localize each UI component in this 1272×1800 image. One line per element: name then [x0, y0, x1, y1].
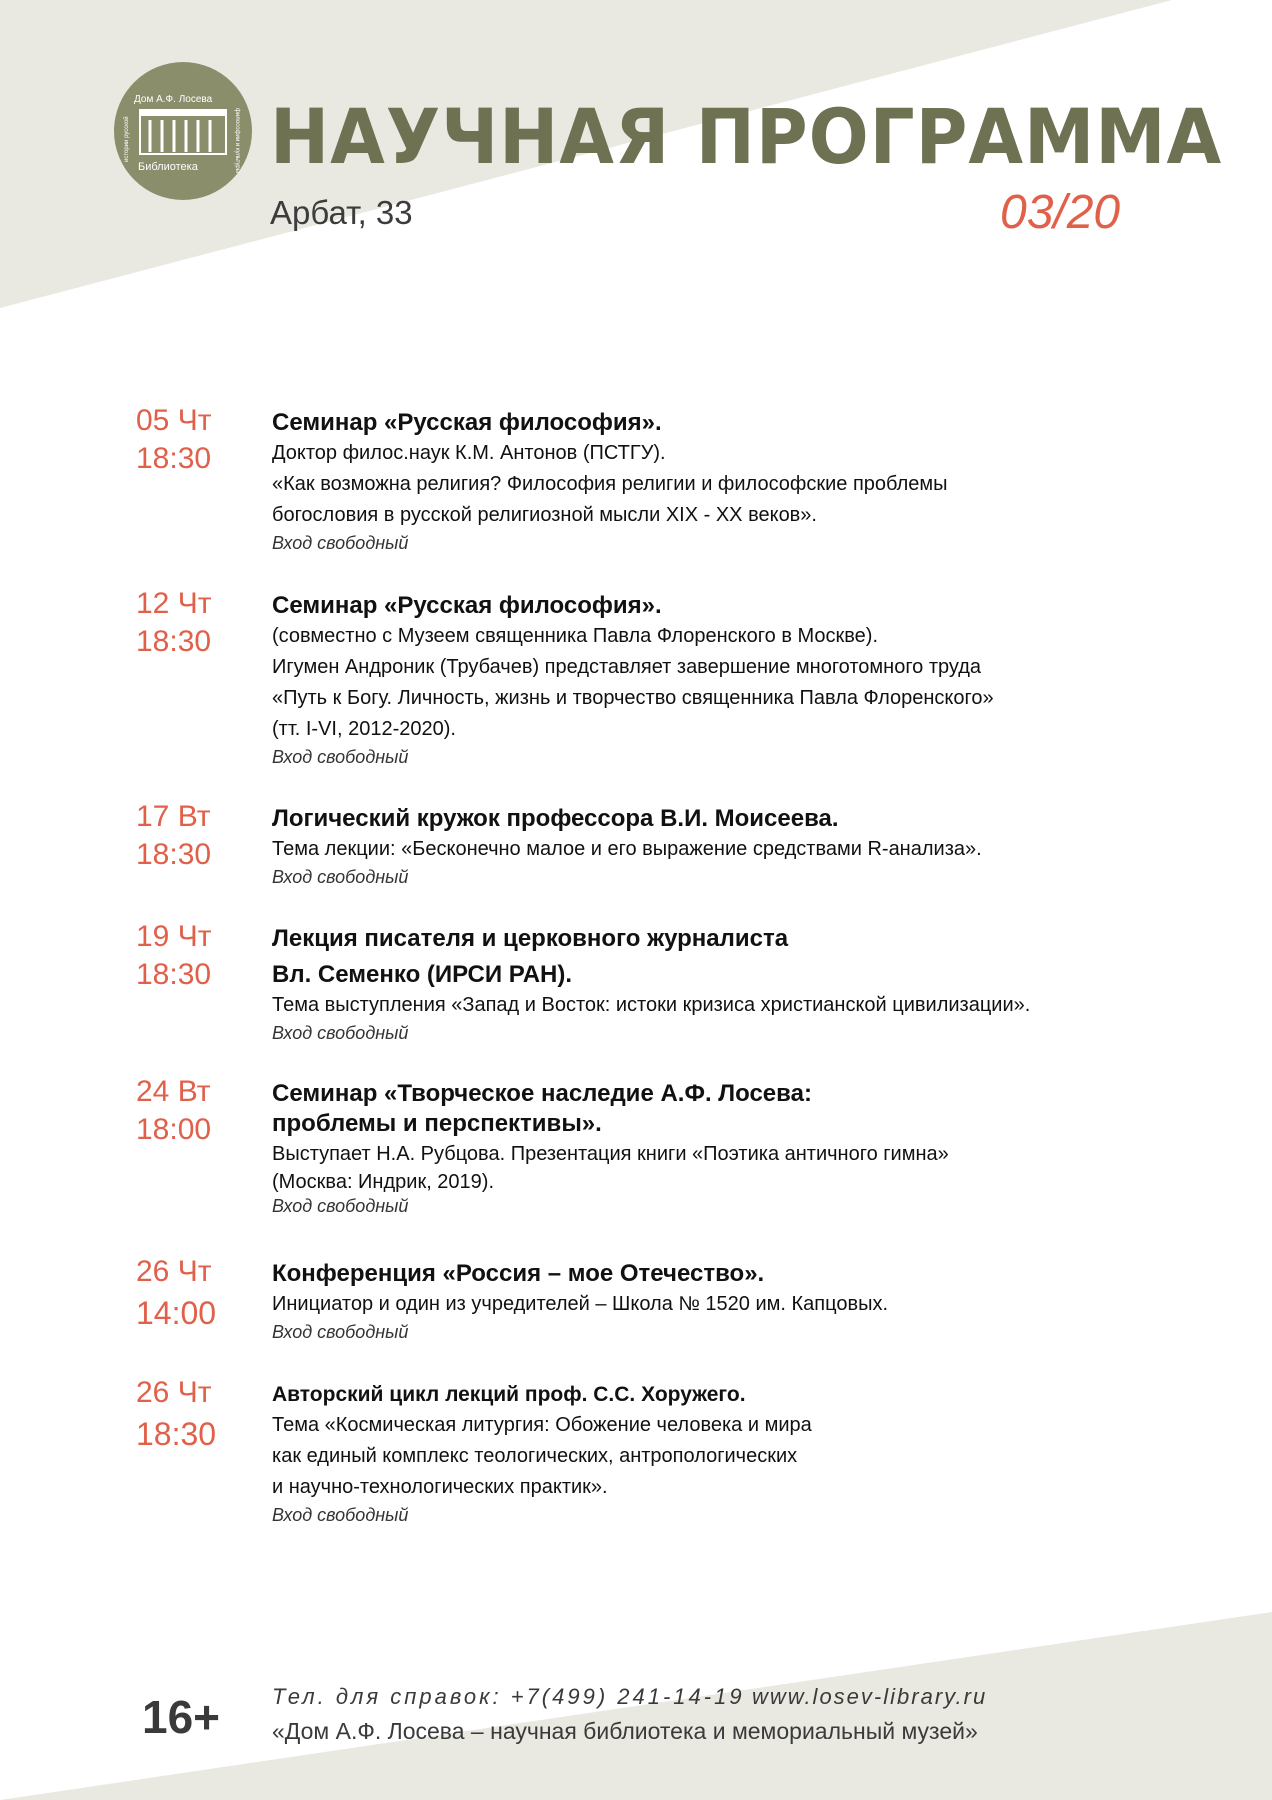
event-line: богословия в русской религиозной мысли XIX - XX веков». [272, 504, 817, 526]
event-time: 18:30 [136, 958, 212, 991]
event-title: Конференция «Россия – мое Отечество». [272, 1260, 765, 1287]
event-entry: Вход свободный [272, 1505, 409, 1525]
event-line: (Москва: Индрик, 2019). [272, 1171, 495, 1193]
event-time: 18:30 [136, 1416, 217, 1452]
event-entry: Вход свободный [272, 747, 409, 767]
event-entry: Вход свободный [272, 1196, 409, 1216]
address: Арбат, 33 [270, 194, 413, 231]
event-title: Семинар «Русская философия». [272, 409, 662, 436]
logo-text-bottom: Библиотека [138, 161, 198, 173]
event-time: 14:00 [136, 1295, 217, 1331]
event-entry: Вход свободный [272, 1322, 409, 1342]
event-line: Тема «Космическая литургия: Обожение человека и мира [272, 1414, 812, 1436]
event-line: «Путь к Богу. Личность, жизнь и творчество священника Павла Флоренского» [272, 687, 994, 709]
event-line: Выступает Н.А. Рубцова. Презентация книги «Поэтика античного гимна» [272, 1143, 949, 1165]
event-title: Логический кружок профессора В.И. Моисеева. [272, 805, 839, 832]
event-date: 05 Чт [136, 404, 212, 437]
event-title: Вл. Семенко (ИРСИ РАН). [272, 961, 573, 988]
event-time: 18:30 [136, 838, 212, 871]
page-title: НАУЧНАЯ ПРОГРАММА [270, 92, 1223, 181]
event-time: 18:30 [136, 442, 212, 475]
event-line: как единый комплекс теологических, антропологических [272, 1445, 798, 1467]
event-date: 24 Вт [136, 1075, 211, 1108]
event-title: Авторский цикл лекций проф. С.С. Хоружего. [272, 1383, 746, 1406]
event-time: 18:00 [136, 1113, 212, 1146]
event-title: Семинар «Русская философия». [272, 592, 662, 619]
event-line: (тт. I-VI, 2012-2020). [272, 718, 456, 740]
event-date: 17 Вт [136, 800, 211, 833]
event-line: Тема выступления «Запад и Восток: истоки кризиса христианской цивилизации». [272, 994, 1031, 1016]
event-entry: Вход свободный [272, 867, 409, 887]
library-logo [114, 62, 252, 200]
issue-number: 03/20 [1000, 186, 1121, 239]
event-date: 26 Чт [136, 1255, 212, 1288]
age-rating: 16+ [142, 1691, 221, 1743]
logo-text-top: Дом А.Ф. Лосева [134, 94, 213, 105]
logo-text-left: истории русской [124, 116, 130, 162]
event-time: 18:30 [136, 625, 212, 658]
event-title: проблемы и перспективы». [272, 1110, 602, 1137]
event-date: 26 Чт [136, 1376, 212, 1409]
footer-phone: Тел. для справок: +7(499) 241-14-19 [272, 1684, 745, 1709]
event-line: Инициатор и один из учредителей – Школа № 1520 им. Капцовых. [272, 1293, 889, 1315]
event-date: 12 Чт [136, 587, 212, 620]
event-line: Доктор филос.наук К.М. Антонов (ПСТГУ). [272, 442, 666, 464]
event-line: «Как возможна религия? Философия религии и философские проблемы [272, 473, 948, 495]
event-line: Игумен Андроник (Трубачев) представляет завершение многотомного труда [272, 656, 982, 678]
event-title: Семинар «Творческое наследие А.Ф. Лосева: [272, 1080, 812, 1107]
event-date: 19 Чт [136, 920, 212, 953]
logo-text-right: философии и культуры [234, 108, 240, 174]
event-line: и научно-технологических практик». [272, 1476, 608, 1498]
event-title: Лекция писателя и церковного журналиста [272, 925, 789, 952]
event-line: Тема лекции: «Бесконечно малое и его выражение средствами R-анализа». [272, 838, 982, 860]
event-entry: Вход свободный [272, 533, 409, 553]
event-entry: Вход свободный [272, 1023, 409, 1043]
footer-organization: «Дом А.Ф. Лосева – научная библиотека и мемориальный музей» [272, 1718, 978, 1744]
footer-website[interactable]: www.losev-library.ru [752, 1684, 988, 1709]
event-line: (совместно с Музеем священника Павла Флоренского в Москве). [272, 625, 878, 647]
